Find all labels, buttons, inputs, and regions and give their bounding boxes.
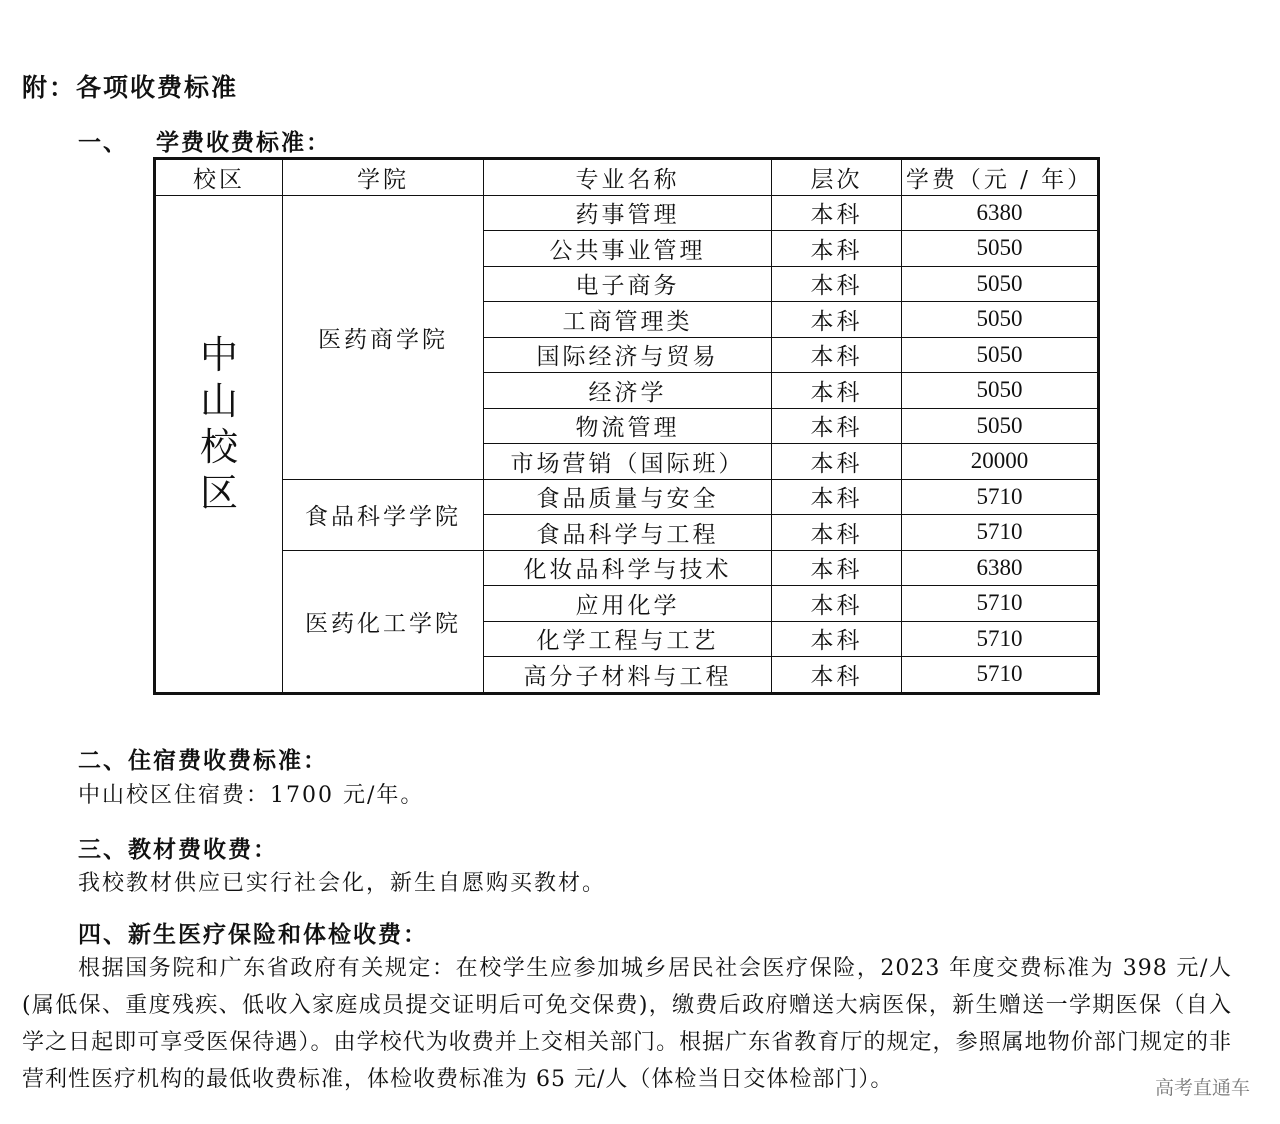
section1-heading [78, 124, 331, 157]
level-cell: 本科 [772, 266, 902, 302]
fee-cell: 5710 [902, 657, 1099, 694]
fee-cell: 5050 [902, 302, 1099, 338]
major-cell: 工商管理类 [484, 302, 772, 338]
major-cell: 经济学 [484, 373, 772, 409]
fee-cell: 6380 [902, 550, 1099, 586]
table-row [155, 550, 1099, 586]
table-row [155, 479, 1099, 515]
campus-name: 中山校区 [199, 332, 238, 515]
major-cell: 药事管理 [484, 195, 772, 231]
section3-text: 我校教材供应已实行社会化，新生自愿购买教材。 [78, 871, 607, 896]
level-cell: 本科 [772, 373, 902, 409]
header-college: 学院 [283, 159, 484, 196]
major-cell: 化妆品科学与技术 [484, 550, 772, 586]
major-cell: 高分子材料与工程 [484, 657, 772, 694]
table-body [155, 195, 1099, 693]
level-cell: 本科 [772, 550, 902, 586]
watermark: 高考直通车 [1154, 1077, 1250, 1099]
fee-cell: 5050 [902, 231, 1099, 267]
fee-cell: 5050 [902, 373, 1099, 409]
major-cell: 国际经济与贸易 [484, 337, 772, 373]
major-cell: 化学工程与工艺 [484, 621, 772, 657]
college-cell: 医药商学院 [283, 195, 484, 479]
fee-cell: 5710 [902, 621, 1099, 657]
level-cell: 本科 [772, 657, 902, 694]
section2-heading: 二、住宿费收费标准： [78, 747, 328, 774]
major-cell: 应用化学 [484, 586, 772, 622]
level-cell: 本科 [772, 337, 902, 373]
fee-cell: 6380 [902, 195, 1099, 231]
table-header-row [155, 159, 1099, 196]
major-cell: 公共事业管理 [484, 231, 772, 267]
major-cell: 食品科学与工程 [484, 515, 772, 551]
fee-cell: 5050 [902, 408, 1099, 444]
fee-cell: 20000 [902, 444, 1099, 480]
fee-cell: 5710 [902, 586, 1099, 622]
section3-heading: 三、教材费收费： [78, 836, 278, 863]
level-cell: 本科 [772, 231, 902, 267]
table-row [155, 195, 1099, 231]
section2-text: 中山校区住宿费：1700 元/年。 [78, 783, 425, 808]
page-title: 附：各项收费标准 [22, 73, 239, 102]
fee-cell: 5050 [902, 337, 1099, 373]
level-cell: 本科 [772, 586, 902, 622]
college-cell: 食品科学学院 [283, 479, 484, 550]
fee-cell: 5710 [902, 479, 1099, 515]
section4-paragraph: 根据国务院和广东省政府有关规定：在校学生应参加城乡居民社会医疗保险，2023 年度交费标准为 398 元/人(属低保、重度残疾、低收入家庭成员提交证明后可免交保费)，缴费后政府赠送大病医保，新生赠送一学期医保（自入学之日起即可享受医保待遇）。由学校代为收费并上交相关部门。根据广东省教育厅的规定，参照属地物价部门规定的非营利性医疗机构的最低收费标准，体检收费标准为 65 元/人（体检当日交体检部门）。 [22, 956, 1232, 1092]
major-cell: 食品质量与安全 [484, 479, 772, 515]
level-cell: 本科 [772, 479, 902, 515]
level-cell: 本科 [772, 444, 902, 480]
college-cell: 医药化工学院 [283, 550, 484, 693]
header-level: 层次 [772, 159, 902, 196]
level-cell: 本科 [772, 408, 902, 444]
header-fee: 学费（元 / 年） [902, 159, 1099, 196]
section1-number: 一、 [78, 129, 128, 156]
fee-cell: 5710 [902, 515, 1099, 551]
level-cell: 本科 [772, 302, 902, 338]
section4-heading: 四、新生医疗保险和体检收费： [78, 921, 428, 948]
major-cell: 物流管理 [484, 408, 772, 444]
level-cell: 本科 [772, 515, 902, 551]
section1-label: 学费收费标准： [156, 129, 331, 156]
header-campus: 校区 [155, 159, 283, 196]
level-cell: 本科 [772, 195, 902, 231]
fee-cell: 5050 [902, 266, 1099, 302]
level-cell: 本科 [772, 621, 902, 657]
major-cell: 市场营销（国际班） [484, 444, 772, 480]
header-major: 专业名称 [484, 159, 772, 196]
tuition-table [153, 157, 1100, 695]
major-cell: 电子商务 [484, 266, 772, 302]
campus-cell [155, 195, 283, 693]
